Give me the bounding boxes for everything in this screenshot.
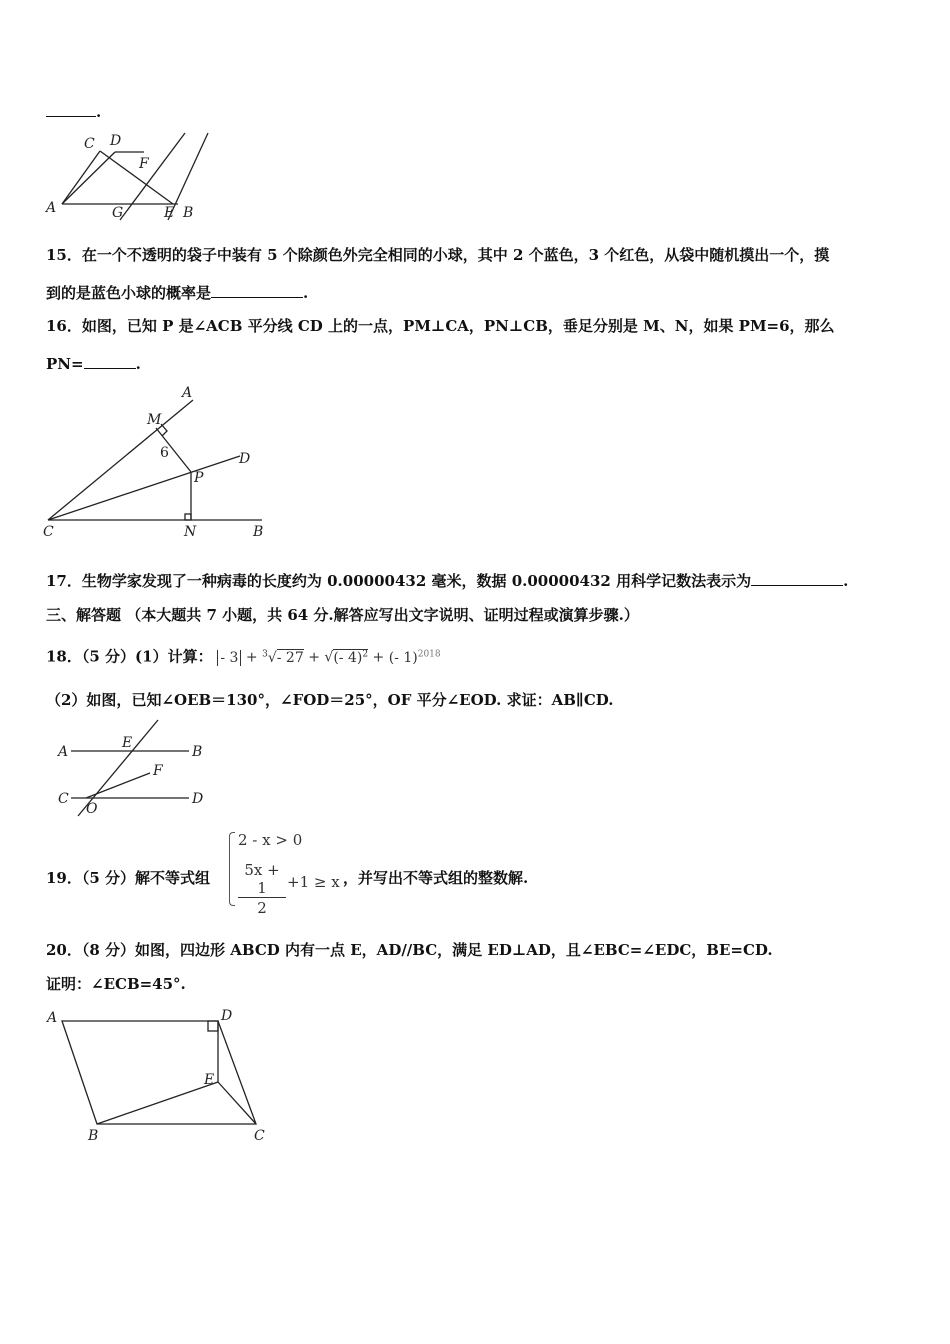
answer-blank (211, 283, 303, 298)
q20-line1: 20．（8 分）如图，四边形 ABCD 内有一点 E，AD//BC，满足 ED⊥AD，且∠EBC=∠EDC，BE=CD. (46, 941, 773, 959)
q19-prefix: 19．（5 分）解不等式组 (46, 869, 211, 887)
label-D: D (239, 451, 251, 467)
label-D: D (192, 791, 204, 807)
right-angle-D (208, 1021, 218, 1031)
line-AD (62, 152, 115, 204)
answer-blank (84, 354, 136, 369)
line-CE (100, 151, 173, 204)
abs-expression: - 3 (217, 650, 241, 666)
sqrt-expression: √(- 4)$^2$ (324, 649, 369, 666)
label-C: C (43, 524, 54, 540)
q18-formula: - 3 + $^3$√- 27 + √(- 4)$^2$ + (- 1)$^{2018}$ (217, 649, 440, 666)
q20-figure (42, 1003, 282, 1148)
label-C: C (84, 136, 95, 152)
fraction: 5x + 1 2 (238, 861, 286, 918)
label-F: F (139, 156, 149, 172)
q16-figure (40, 380, 280, 545)
label-C: C (58, 791, 69, 807)
q16-line2: PN= . (46, 355, 141, 373)
inequality-1: 2 - x > 0 (238, 831, 303, 849)
line-GF (120, 133, 185, 220)
label-N: N (184, 524, 197, 540)
label-E: E (164, 205, 175, 221)
q18-part2: （2）如图，已知∠OEB＝130°，∠FOD＝25°，OF 平分∠EOD. 求证：AB∥CD. (46, 691, 614, 709)
label-C: C (254, 1128, 265, 1144)
cube-root-expression: $^3$√- 27 (262, 649, 304, 666)
label-A: A (58, 744, 69, 760)
q19-suffix: ，并写出不等式组的整数解. (343, 869, 529, 887)
label-A: A (47, 1010, 58, 1026)
label-six: 6 (160, 445, 169, 461)
ray-CD (48, 456, 240, 520)
label-D: D (221, 1008, 233, 1024)
q20-line2: 证明：∠ECB=45°. (46, 975, 186, 993)
q18-figure (55, 715, 215, 820)
label-O: O (86, 801, 98, 817)
label-B: B (88, 1128, 99, 1144)
label-F: F (153, 763, 163, 779)
q18-part1: 18．（5 分）(1）计算： - 3 + $^3$√- 27 + √(- 4)$^2$ + (- 1)$^{2018}$ (46, 647, 441, 666)
answer-blank (46, 102, 96, 117)
right-angle-M (161, 424, 167, 436)
q15-line2: 到的是蓝色小球的概率是 . (46, 284, 309, 302)
seg-BE (97, 1082, 218, 1124)
quadrilateral-ABCD (62, 1021, 256, 1124)
section-3-heading: 三、解答题 （本大题共 7 小题，共 64 分.解答应写出文字说明、证明过程或演算步骤.） (46, 606, 639, 624)
power-expression: (- 1)$^{2018}$ (388, 649, 441, 666)
inequality-2-rest: +1 ≥ x (287, 873, 340, 891)
ray-CA (48, 400, 193, 520)
line-AC (62, 151, 100, 204)
q15-line1: 15．在一个不透明的袋子中装有 5 个除颜色外完全相同的小球，其中 2 个蓝色，3 个红色，从袋中随机摸出一个，摸 (46, 246, 830, 264)
q14-figure (40, 128, 220, 223)
system-brace (229, 832, 235, 906)
label-B: B (183, 205, 194, 221)
ray-OF (86, 773, 150, 798)
label-E: E (204, 1072, 215, 1088)
answer-blank (751, 571, 843, 586)
label-B: B (192, 744, 203, 760)
label-D: D (110, 133, 122, 149)
label-G: G (112, 205, 124, 221)
q19-inequality-system (229, 828, 349, 917)
label-E: E (122, 735, 133, 751)
label-M: M (147, 412, 162, 428)
q17-line: 17．生物学家发现了一种病毒的长度约为 0.00000432 毫米，数据 0.00000432 用科学记数法表示为 . (46, 572, 849, 590)
q14-answer-line: . (46, 102, 101, 122)
label-A: A (182, 385, 193, 401)
label-P: P (194, 470, 204, 486)
right-angle-N (185, 514, 191, 520)
seg-EC (218, 1082, 256, 1124)
label-B: B (253, 524, 264, 540)
q16-line1: 16．如图，已知 P 是∠ACB 平分线 CD 上的一点，PM⊥CA，PN⊥CB，垂足分别是 M、N，如果 PM=6，那么 (46, 317, 835, 335)
label-A: A (46, 200, 57, 216)
